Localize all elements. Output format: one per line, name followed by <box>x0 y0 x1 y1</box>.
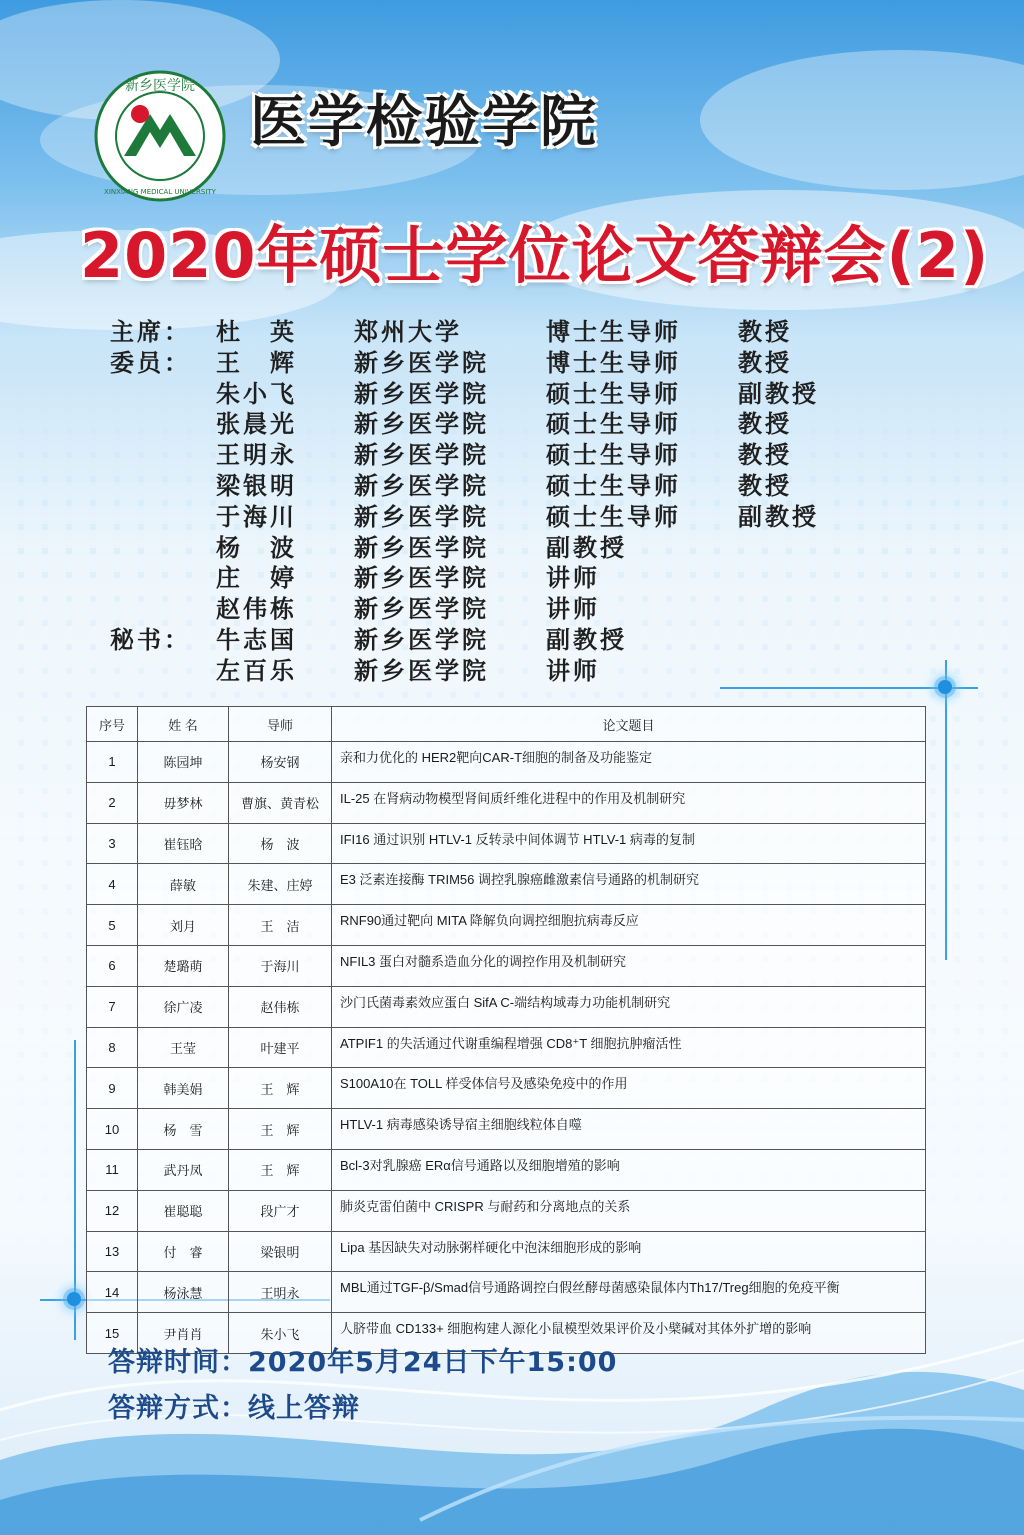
thesis-title: MBL通过TGF-β/Smad信号通路调控白假丝酵母菌感染鼠体内Th17/Treg细胞的免疫平衡 <box>332 1272 926 1313</box>
header-student-name: 姓 名 <box>138 707 229 742</box>
committee-org: 新乡医学院 <box>354 440 489 470</box>
student-name: 崔钰晗 <box>138 823 229 864</box>
committee-org: 郑州大学 <box>354 317 462 346</box>
committee-rank: 教授 <box>738 317 792 346</box>
student-name: 杨 雪 <box>138 1109 229 1150</box>
thesis-title: IL-25 在肾病动物模型肾间质纤维化进程中的作用及机制研究 <box>332 782 926 823</box>
committee-rank: 教授 <box>738 409 792 439</box>
committee-name: 庄 婷 <box>216 563 297 593</box>
committee-rank: 副教授 <box>738 501 819 531</box>
student-name: 王莹 <box>138 1027 229 1068</box>
committee-rank: 教授 <box>738 440 792 470</box>
student-name: 楚璐萌 <box>138 945 229 986</box>
committee-org: 新乡医学院 <box>354 532 489 562</box>
committee-rank: 教授 <box>738 470 792 500</box>
committee-name: 赵伟栋 <box>216 594 297 624</box>
committee-name: 牛志国 <box>216 624 297 654</box>
committee-title: 讲师 <box>546 563 600 593</box>
table-row <box>87 782 926 823</box>
row-number: 14 <box>87 1272 138 1313</box>
committee-title: 硕士生导师 <box>546 409 681 439</box>
student-name: 付 睿 <box>138 1231 229 1272</box>
table-row <box>87 905 926 946</box>
committee-org: 新乡医学院 <box>354 655 489 685</box>
committee-name: 张晨光 <box>216 409 297 439</box>
thesis-title: S100A10在 TOLL 样受体信号及感染免疫中的作用 <box>332 1068 926 1109</box>
school-name: 医学检验学院 <box>250 90 598 155</box>
advisor-name: 朱建、庄婷 <box>229 864 332 905</box>
table-row <box>87 1231 926 1272</box>
thesis-title: NFIL3 蛋白对髓系造血分化的调控作用及机制研究 <box>332 945 926 986</box>
committee-org: 新乡医学院 <box>354 470 489 500</box>
student-name: 毋梦林 <box>138 782 229 823</box>
student-name: 尹肖肖 <box>138 1313 229 1354</box>
svg-text:新乡医学院: 新乡医学院 <box>125 78 195 94</box>
student-name: 武丹凤 <box>138 1149 229 1190</box>
committee-org: 新乡医学院 <box>354 347 489 377</box>
student-name: 陈园坤 <box>138 742 229 783</box>
table-row <box>87 823 926 864</box>
advisor-name: 王 洁 <box>229 905 332 946</box>
row-number: 13 <box>87 1231 138 1272</box>
table-header-row <box>87 707 926 742</box>
university-logo <box>94 70 226 202</box>
decorative-dot <box>938 680 952 694</box>
student-name: 韩美娟 <box>138 1068 229 1109</box>
committee-name: 于海川 <box>216 501 297 531</box>
committee-title: 硕士生导师 <box>546 378 681 408</box>
table-row <box>87 1190 926 1231</box>
row-number: 3 <box>87 823 138 864</box>
advisor-name: 王 辉 <box>229 1109 332 1150</box>
advisor-name: 段广才 <box>229 1190 332 1231</box>
table-row <box>87 945 926 986</box>
committee-org: 新乡医学院 <box>354 563 489 593</box>
row-number: 9 <box>87 1068 138 1109</box>
committee-name: 杜 英 <box>216 317 297 346</box>
committee-title: 硕士生导师 <box>546 470 681 500</box>
committee-name: 左百乐 <box>216 655 297 685</box>
committee-org: 新乡医学院 <box>354 501 489 531</box>
row-number: 11 <box>87 1149 138 1190</box>
row-number: 12 <box>87 1190 138 1231</box>
committee-org: 新乡医学院 <box>354 409 489 439</box>
decorative-line <box>945 660 947 960</box>
advisor-name: 叶建平 <box>229 1027 332 1068</box>
student-name: 崔聪聪 <box>138 1190 229 1231</box>
row-number: 6 <box>87 945 138 986</box>
committee-title: 讲师 <box>546 655 600 685</box>
student-name: 徐广凌 <box>138 986 229 1027</box>
advisor-name: 曹旗、黄青松 <box>229 782 332 823</box>
header-advisor: 导师 <box>229 707 332 742</box>
thesis-title: ATPIF1 的失活通过代谢重编程增强 CD8⁺T 细胞抗肿瘤活性 <box>332 1027 926 1068</box>
table-row <box>87 1149 926 1190</box>
committee-role: 委员： <box>110 347 191 377</box>
advisor-name: 王明永 <box>229 1272 332 1313</box>
committee-rank: 教授 <box>738 347 792 377</box>
thesis-table <box>86 706 926 1354</box>
committee-role: 秘书： <box>110 624 191 654</box>
thesis-title: 肺炎克雷伯菌中 CRISPR 与耐药和分离地点的关系 <box>332 1190 926 1231</box>
table-row <box>87 1068 926 1109</box>
committee-org: 新乡医学院 <box>354 624 489 654</box>
committee-rank: 副教授 <box>738 378 819 408</box>
thesis-title: Bcl-3对乳腺癌 ERα信号通路以及细胞增殖的影响 <box>332 1149 926 1190</box>
row-number: 10 <box>87 1109 138 1150</box>
table-row <box>87 1272 926 1313</box>
thesis-title: IFI16 通过识别 HTLV-1 反转录中间体调节 HTLV-1 病毒的复制 <box>332 823 926 864</box>
committee-title: 硕士生导师 <box>546 501 681 531</box>
committee-title: 博士生导师 <box>546 347 681 377</box>
advisor-name: 杨安钢 <box>229 742 332 783</box>
student-name: 杨泳慧 <box>138 1272 229 1313</box>
table-row <box>87 1109 926 1150</box>
row-number: 4 <box>87 864 138 905</box>
committee-org: 新乡医学院 <box>354 378 489 408</box>
advisor-name: 杨 波 <box>229 823 332 864</box>
event-title: 2020年硕士学位论文答辩会(2) <box>80 219 990 292</box>
student-name: 刘月 <box>138 905 229 946</box>
row-number: 5 <box>87 905 138 946</box>
row-number: 1 <box>87 742 138 783</box>
advisor-name: 赵伟栋 <box>229 986 332 1027</box>
advisor-name: 梁银明 <box>229 1231 332 1272</box>
committee-name: 王明永 <box>216 440 297 470</box>
student-name: 薛敏 <box>138 864 229 905</box>
defense-mode: 答辩方式：线上答辩 <box>108 1393 360 1424</box>
committee-title: 博士生导师 <box>546 317 681 346</box>
committee-name: 杨 波 <box>216 532 297 562</box>
table-row <box>87 864 926 905</box>
thesis-title: 人脐带血 CD133+ 细胞构建人源化小鼠模型效果评价及小檗碱对其体外扩增的影响 <box>332 1313 926 1354</box>
header-thesis-title: 论文题目 <box>332 707 926 742</box>
thesis-title: E3 泛素连接酶 TRIM56 调控乳腺癌雌激素信号通路的机制研究 <box>332 864 926 905</box>
row-number: 2 <box>87 782 138 823</box>
advisor-name: 于海川 <box>229 945 332 986</box>
committee-role: 主席： <box>110 317 191 346</box>
advisor-name: 王 辉 <box>229 1149 332 1190</box>
thesis-title: HTLV-1 病毒感染诱导宿主细胞线粒体自噬 <box>332 1109 926 1150</box>
committee-title: 副教授 <box>546 532 627 562</box>
row-number: 7 <box>87 986 138 1027</box>
header-number: 序号 <box>87 707 138 742</box>
committee-name: 王 辉 <box>216 347 297 377</box>
thesis-title: 沙门氏菌毒素效应蛋白 SifA C-端结构域毒力功能机制研究 <box>332 986 926 1027</box>
decorative-dot <box>67 1292 81 1306</box>
defense-time: 答辩时间：2020年5月24日下午15:00 <box>108 1347 618 1378</box>
advisor-name: 朱小飞 <box>229 1313 332 1354</box>
table-row <box>87 1027 926 1068</box>
table-row <box>87 742 926 783</box>
advisor-name: 王 辉 <box>229 1068 332 1109</box>
committee-title: 讲师 <box>546 594 600 624</box>
committee-title: 副教授 <box>546 624 627 654</box>
thesis-title: 亲和力优化的 HER2靶向CAR-T细胞的制备及功能鉴定 <box>332 742 926 783</box>
committee-org: 新乡医学院 <box>354 594 489 624</box>
svg-text:XINXIANG MEDICAL UNIVERSITY: XINXIANG MEDICAL UNIVERSITY <box>104 188 216 196</box>
committee-title: 硕士生导师 <box>546 440 681 470</box>
table-row <box>87 986 926 1027</box>
thesis-title: RNF90通过靶向 MITA 降解负向调控细胞抗病毒反应 <box>332 905 926 946</box>
committee-name: 梁银明 <box>216 470 297 500</box>
committee-name: 朱小飞 <box>216 378 297 408</box>
row-number: 15 <box>87 1313 138 1354</box>
thesis-title: Lipa 基因缺失对动脉粥样硬化中泡沫细胞形成的影响 <box>332 1231 926 1272</box>
row-number: 8 <box>87 1027 138 1068</box>
